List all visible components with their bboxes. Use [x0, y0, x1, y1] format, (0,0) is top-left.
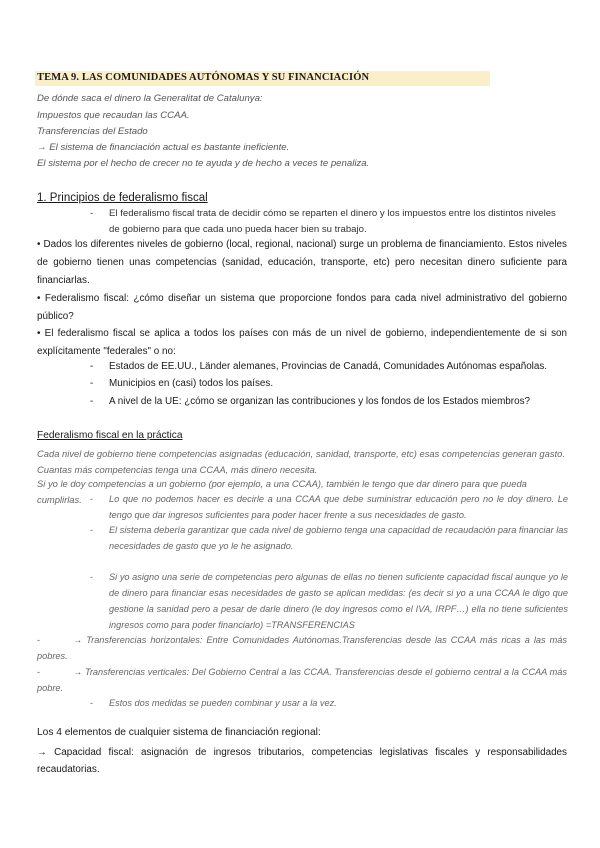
- intro-line: → El sistema de financiación actual es bastante ineficiente.: [37, 142, 290, 153]
- dash-marker: -: [90, 494, 94, 504]
- dash-item-text: El federalismo fiscal trata de decidir cómo se reparten el dinero y los impuestos entre los distintos niveles de gobierno para que cada uno pueda hacer bien su trabajo.: [109, 208, 556, 235]
- list-item-text: Estados de EE.UU., Länder alemanes, Provincias de Canadá, Comunidades Autónomas españolas.: [109, 361, 548, 372]
- dash-item-text: Si yo asigno una serie de competencias pero algunas de ellas no tienen suficiente capacidad fiscal aunque yo le de dinero para financiar esas necesidades de gasto se aplican medidas: (es decir si yo a una CCAA le digo que gestione la sanidad pero a pesar de darle dinero (le doy ingresos como el IVA, IRPF…) ella no tiene suficientes ingresos como para poder financiarlo) =TRANSFERENCIAS: [109, 572, 568, 630]
- list-item: [90, 361, 547, 372]
- arrow-paragraph: [37, 664, 567, 696]
- dash-item: [90, 522, 568, 554]
- dash-item: [90, 206, 568, 238]
- intro-line: De dónde saca el dinero la Generalitat de Catalunya:: [37, 93, 263, 104]
- list-item-text: A nivel de la UE: ¿cómo se organizan las contribuciones y los fondos de los Estados miembros?: [109, 396, 530, 407]
- bullet-paragraph: • Dados los diferentes niveles de gobierno (local, regional, nacional) surge un problema de financiamiento. Estos niveles de gobierno tienen unas competencias (sanidad, educación, transporte, etc) pero necesitan dinero suficiente para financiarlas.: [37, 239, 567, 286]
- dash-item: [90, 569, 568, 633]
- dash-marker: -: [37, 667, 41, 677]
- list-item: [90, 378, 273, 389]
- dash-item-text: Estos dos medidas se pueden combinar y usar a la vez.: [109, 698, 337, 708]
- bullet-paragraph: • Federalismo fiscal: ¿cómo diseñar un sistema que proporcione fondos para cada nivel administrativo del gobierno público?: [37, 293, 567, 322]
- dash-marker: -: [90, 525, 94, 535]
- intro-line: El sistema por el hecho de crecer no te ayuda y de hecho a veces te penaliza.: [37, 158, 370, 169]
- dash-marker: -: [37, 635, 41, 645]
- dash-marker: -: [90, 572, 94, 582]
- dash-marker: -: [90, 208, 94, 219]
- dash-item: [90, 491, 568, 523]
- page-title: TEMA 9. LAS COMUNIDADES AUTÓNOMAS Y SU FINANCIACIÓN: [37, 72, 370, 83]
- dash-marker: -: [90, 396, 94, 407]
- dash-item-text: El sistema debería garantizar que cada nivel de gobierno tenga una capacidad de recaudación para financiar las necesidades de gasto que yo le he asignado.: [109, 525, 568, 551]
- dash-item: [90, 695, 568, 711]
- section-heading: Los 4 elementos de cualquier sistema de financiación regional:: [37, 727, 321, 738]
- section-heading: 1. Principios de federalismo fiscal: [37, 192, 208, 204]
- arrow-paragraph: [37, 632, 567, 664]
- paragraph: → Capacidad fiscal: asignación de ingresos tributarios, competencias legislativas fiscales y responsabilidades recaudatorias.: [37, 747, 567, 775]
- list-item-text: Municipios en (casi) todos los países.: [109, 378, 274, 389]
- bullet-paragraph: • El federalismo fiscal se aplica a todos los países con más de un nivel de gobierno, independientemente de si son explícitamente "federales" o no:: [37, 328, 567, 357]
- arrow-paragraph-text: → Transferencias verticales: Del Gobierno Central a las CCAA. Transferencias desde el gobierno central a la CCAA más pobre.: [37, 667, 567, 693]
- dash-marker: -: [90, 378, 94, 389]
- dash-marker: -: [90, 361, 94, 372]
- section-heading: Federalismo fiscal en la práctica: [37, 430, 183, 441]
- paragraph: Cada nivel de gobierno tiene competencias asignadas (educación, sanidad, transporte, etc) esas competencias generan gasto. Cuantas más competencias tenga una CCAA, más dinero necesita.: [37, 448, 565, 475]
- arrow-paragraph-text: → Transferencias horizontales: Entre Comunidades Autónomas.Transferencias desde las CCAA más ricas a las más pobres.: [37, 635, 567, 661]
- intro-line: Transferencias del Estado: [37, 126, 148, 137]
- intro-line: Impuestos que recaudan las CCAA.: [37, 110, 190, 121]
- dash-item-text: Lo que no podemos hacer es decirle a una CCAA que debe suministrar educación pero no le doy dinero. Le tengo que dar ingresos suficientes para poder hacer frente a sus necesidades de gasto.: [109, 494, 568, 520]
- dash-marker: -: [90, 698, 94, 708]
- list-item: [90, 396, 530, 407]
- paragraph: Si yo le doy competencias a un gobierno (por ejemplo, a una CCAA), también le tengo que dar dinero para que pueda cumplirlas.: [37, 478, 527, 505]
